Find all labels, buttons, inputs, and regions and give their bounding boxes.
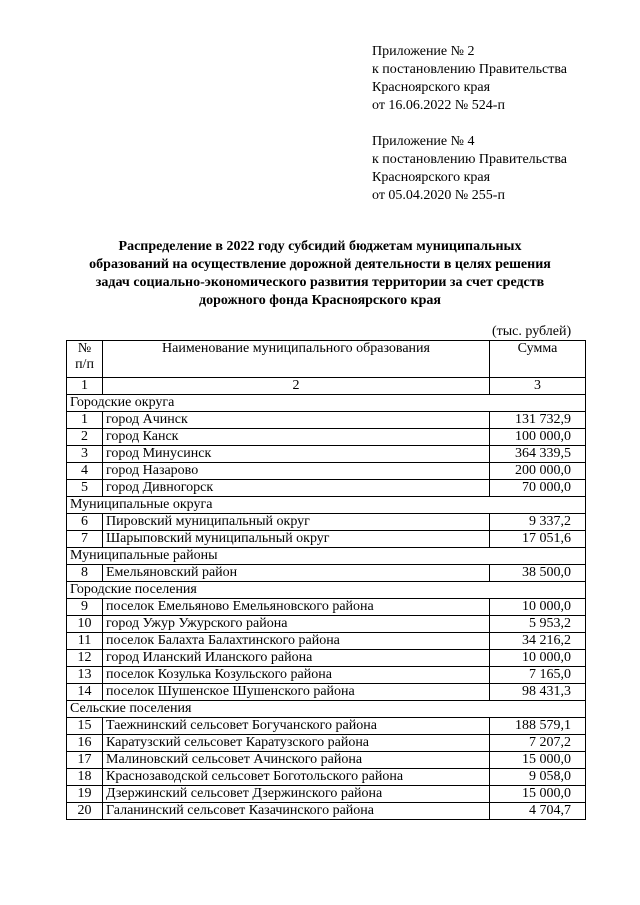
section-row [67,497,586,514]
appendix-line: Красноярского края [372,80,491,95]
table-row [67,752,586,769]
table-row [67,650,586,667]
header-num: № п/п [67,341,103,378]
row-number: 20 [67,803,103,820]
appendix-line: Приложение № 2 [372,44,475,59]
table-row [67,616,586,633]
row-number: 11 [67,633,103,650]
row-sum: 188 579,1 [490,718,586,735]
row-number: 19 [67,786,103,803]
table-row [67,769,586,786]
row-name: город Назарово [103,463,490,480]
section-row [67,582,586,599]
appendix-line: от 05.04.2020 № 255-п [372,188,505,203]
table-row [67,463,586,480]
section-title: Сельские поселения [67,701,586,718]
table-row [67,429,586,446]
document-title [60,238,580,310]
row-number: 9 [67,599,103,616]
title-line: задач социально-экономического развития территории за счет средств [95,275,545,290]
section-row [67,395,586,412]
row-number: 3 [67,446,103,463]
table-row [67,718,586,735]
row-name: Малиновский сельсовет Ачинского района [103,752,490,769]
appendix-line: к постановлению Правительства [372,62,568,77]
row-sum: 364 339,5 [490,446,586,463]
row-sum: 7 207,2 [490,735,586,752]
row-name: Шарыповский муниципальный округ [103,531,490,548]
section-title: Муниципальные округа [67,497,586,514]
row-sum: 7 165,0 [490,667,586,684]
appendix-line: Красноярского края [372,170,491,185]
row-sum: 5 953,2 [490,616,586,633]
index-cell: 1 [67,378,103,395]
row-name: Галанинский сельсовет Казачинского района [103,803,490,820]
table-row [67,446,586,463]
row-number: 13 [67,667,103,684]
row-sum: 131 732,9 [490,412,586,429]
row-sum: 9 337,2 [490,514,586,531]
header-name: Наименование муниципального образования [103,341,490,378]
table-row [67,565,586,582]
table-row [67,735,586,752]
row-sum: 100 000,0 [490,429,586,446]
section-title: Муниципальные районы [67,548,586,565]
row-sum: 34 216,2 [490,633,586,650]
row-sum: 38 500,0 [490,565,586,582]
row-sum: 4 704,7 [490,803,586,820]
index-cell: 2 [103,378,490,395]
table-row [67,480,586,497]
row-name: поселок Емельяново Емельяновского района [103,599,490,616]
row-sum: 17 051,6 [490,531,586,548]
table-row [67,667,586,684]
appendix-line: от 16.06.2022 № 524-п [372,98,505,113]
row-sum: 70 000,0 [490,480,586,497]
appendix-2-header [372,43,622,115]
appendix-4-header [372,133,622,205]
header-sum: Сумма [490,341,586,378]
row-sum: 15 000,0 [490,752,586,769]
table-row [67,786,586,803]
section-title: Городские округа [67,395,586,412]
row-sum: 200 000,0 [490,463,586,480]
table-row [67,599,586,616]
row-number: 1 [67,412,103,429]
subsidy-table [66,340,586,820]
row-number: 12 [67,650,103,667]
index-cell: 3 [490,378,586,395]
row-name: город Ужур Ужурского района [103,616,490,633]
row-name: город Канск [103,429,490,446]
table-row [67,514,586,531]
row-name: Пировский муниципальный округ [103,514,490,531]
row-number: 10 [67,616,103,633]
row-number: 17 [67,752,103,769]
row-number: 6 [67,514,103,531]
row-sum: 98 431,3 [490,684,586,701]
table-row [67,531,586,548]
row-name: Таежнинский сельсовет Богучанского района [103,718,490,735]
appendix-line: Приложение № 4 [372,134,475,149]
row-name: город Ачинск [103,412,490,429]
section-title: Городские поселения [67,582,586,599]
appendix-line: к постановлению Правительства [372,152,568,167]
row-name: поселок Балахта Балахтинского района [103,633,490,650]
title-line: дорожного фонда Красноярского края [199,293,441,308]
row-name: Каратузский сельсовет Каратузского района [103,735,490,752]
row-number: 16 [67,735,103,752]
row-name: Дзержинский сельсовет Дзержинского района [103,786,490,803]
row-sum: 9 058,0 [490,769,586,786]
row-name: Краснозаводской сельсовет Боготольского района [103,769,490,786]
row-number: 14 [67,684,103,701]
row-number: 15 [67,718,103,735]
row-sum: 15 000,0 [490,786,586,803]
row-name: Емельяновский район [103,565,490,582]
table-row [67,633,586,650]
title-line: Распределение в 2022 году субсидий бюджетам муниципальных [118,239,522,254]
table-body [67,395,586,820]
row-name: город Дивногорск [103,480,490,497]
section-row [67,701,586,718]
row-number: 2 [67,429,103,446]
row-name: поселок Шушенское Шушенского района [103,684,490,701]
row-number: 7 [67,531,103,548]
row-sum: 10 000,0 [490,650,586,667]
row-name: город Минусинск [103,446,490,463]
row-number: 5 [67,480,103,497]
row-number: 4 [67,463,103,480]
row-number: 8 [67,565,103,582]
table-row [67,803,586,820]
section-row [67,548,586,565]
row-number: 18 [67,769,103,786]
units-label: (тыс. рублей) [492,324,572,339]
row-name: поселок Козулька Козульского района [103,667,490,684]
table-row [67,684,586,701]
row-sum: 10 000,0 [490,599,586,616]
title-line: образований на осуществление дорожной деятельности в целях решения [89,257,551,272]
table-row [67,412,586,429]
row-name: город Иланский Иланского района [103,650,490,667]
